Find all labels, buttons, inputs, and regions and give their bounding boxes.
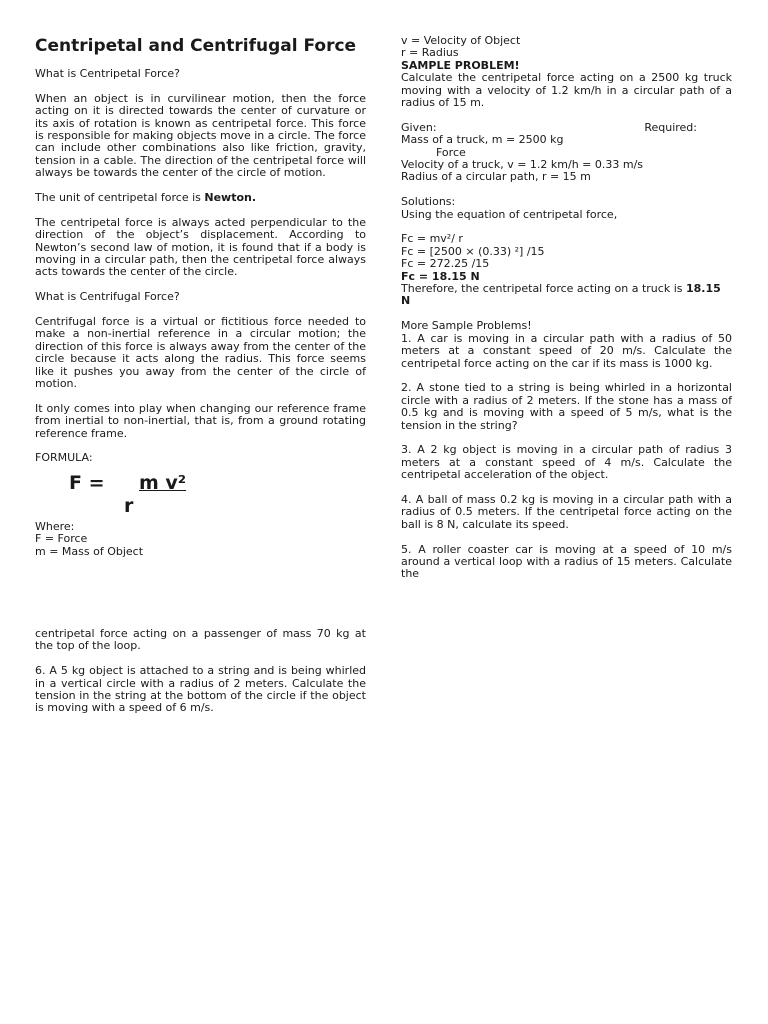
equation-2: Fc = [2500 × (0.33) ²] /15 bbox=[401, 244, 545, 258]
left-column bbox=[35, 36, 366, 558]
where-label: Where: bbox=[35, 519, 75, 533]
therefore-answer: 18.15 N bbox=[401, 282, 721, 308]
formula bbox=[35, 473, 366, 521]
unit-newton: Newton. bbox=[204, 191, 257, 205]
centripetal-direction-paragraph: The centripetal force is always acted perpendicular to the direction of the object’s displacement. According to Newton’s second law of motion, it is found that if a body is moving in a circular path, then the centripetal force always acts towards the center of the circle. bbox=[35, 215, 366, 279]
required-force: Force bbox=[436, 145, 466, 159]
right-column bbox=[401, 35, 732, 581]
required-label: Required: bbox=[644, 120, 697, 134]
question-centrifugal: What is Centrifugal Force? bbox=[35, 290, 180, 304]
more-problems-heading: More Sample Problems! bbox=[401, 319, 532, 333]
reference-frame-paragraph: It only comes into play when changing our reference frame from inertial to non-inertial, that is, from a ground rotating reference frame. bbox=[35, 401, 366, 440]
equation-4: Fc = 18.15 N bbox=[401, 269, 480, 283]
therefore-prefix: Therefore, the centripetal force acting on a truck is bbox=[401, 282, 686, 296]
sample-problem-text: Calculate the centripetal force acting on a 2500 kg truck moving with a velocity of 1.2 km/h in a circular path of a radius of 15 m. bbox=[401, 71, 732, 110]
problem-5: 5. A roller coaster car is moving at a speed of 10 m/s around a vertical loop with a radius of 15 meters. Calculate the bbox=[401, 542, 732, 581]
given-radius: Radius of a circular path, r = 15 m bbox=[401, 170, 591, 184]
unit-sentence bbox=[35, 192, 366, 204]
problem-6: 6. A 5 kg object is attached to a string and is being whirled in a vertical circle with a radius of 2 meters. Calculate the tension in the string at the bottom of the circle if the object is moving with a speed of 6 m/s. bbox=[35, 664, 366, 715]
problem-3: 3. A 2 kg object is moving in a circular path of radius 3 meters at a constant speed of 4 m/s. Calculate the centripetal acceleration of the object. bbox=[401, 443, 732, 482]
question-centripetal: What is Centripetal Force? bbox=[35, 67, 180, 80]
given-label: Given: bbox=[401, 120, 437, 134]
where-force: F = Force bbox=[35, 532, 88, 546]
page-title: Centripetal and Centrifugal Force bbox=[35, 36, 357, 56]
centripetal-definition: When an object is in curvilinear motion, then the force acting on it is directed towards the center of curvature or its axis of rotation is known as centripetal force. This force is responsible for making objects move in a circle. The force can include other combinations also like friction, gravity, tension in a cable. The direction of the centripetal force will always be towards the center of the circle of motion. bbox=[35, 91, 366, 180]
solutions-text: Using the equation of centripetal force, bbox=[401, 207, 618, 221]
formula-label: FORMULA: bbox=[35, 451, 93, 465]
problem-1: 1. A car is moving in a circular path with a radius of 50 meters at a constant speed of 20 m/s. Calculate the centripetal force acting on the car if its mass is 1000 kg. bbox=[401, 331, 732, 370]
left-column-continuation bbox=[35, 628, 366, 715]
problem-5-continuation: centripetal force acting on a passenger of mass 70 kg at the top of the loop. bbox=[35, 627, 366, 653]
problem-2: 2. A stone tied to a string is being whirled in a horizontal circle with a radius of 2 meters. If the stone has a mass of 0.5 kg and is moving with a speed of 5 m/s, what is the tension in the string? bbox=[401, 381, 732, 432]
where-velocity: v = Velocity of Object bbox=[401, 34, 521, 47]
formula-denominator: r bbox=[124, 494, 134, 517]
formula-numerator: m v² bbox=[139, 471, 187, 494]
where-mass: m = Mass of Object bbox=[35, 544, 144, 558]
equation-3: Fc = 272.25 /15 bbox=[401, 257, 490, 271]
therefore-sentence bbox=[401, 283, 732, 308]
sample-problem-heading: SAMPLE PROBLEM! bbox=[401, 58, 520, 72]
unit-prefix: The unit of centripetal force is bbox=[35, 191, 205, 205]
given-velocity: Velocity of a truck, v = 1.2 km/h = 0.33 m/s bbox=[401, 158, 644, 172]
formula-lhs: F = bbox=[69, 471, 105, 494]
equation-1: Fc = mv²/ r bbox=[401, 232, 463, 246]
given-mass: Mass of a truck, m = 2500 kg bbox=[401, 133, 564, 147]
problem-4: 4. A ball of mass 0.2 kg is moving in a circular path with a radius of 0.5 meters. If the centripetal force acting on the ball is 8 N, calculate its speed. bbox=[401, 492, 732, 531]
centrifugal-definition: Centrifugal force is a virtual or fictitious force needed to make a non-inertial reference in a circular motion; the direction of this force is always away from the center of the circle because it acts along the radius. This force seems like it pushes you away from the center of the circle of motion. bbox=[35, 315, 366, 391]
where-radius: r = Radius bbox=[401, 46, 459, 60]
solutions-label: Solutions: bbox=[401, 195, 456, 209]
